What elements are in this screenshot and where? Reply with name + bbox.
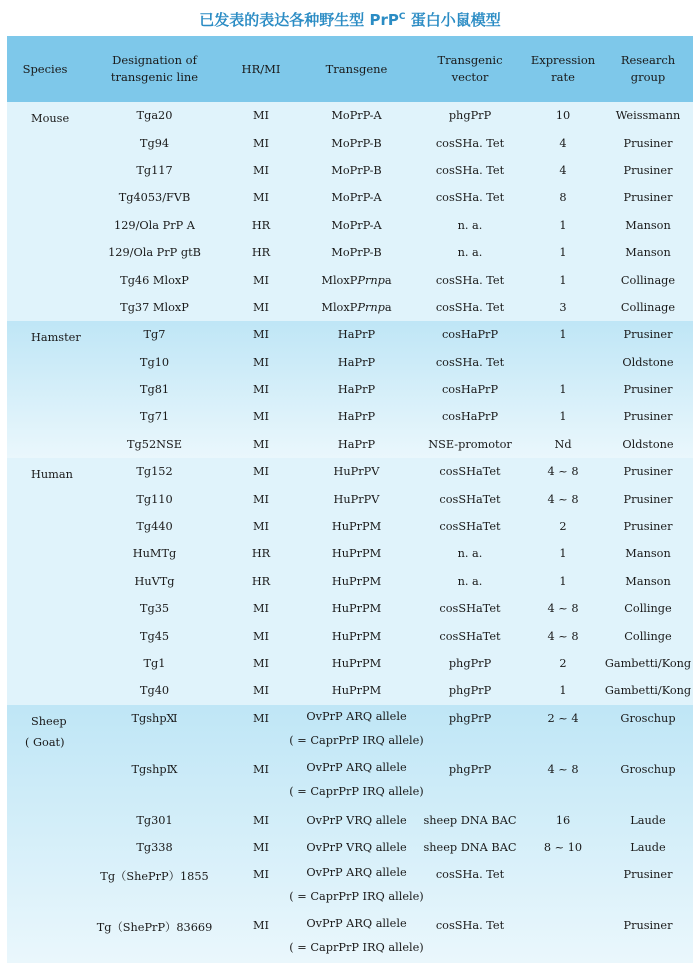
expression-cell: 1 [559, 410, 567, 424]
header-vector-line1: Transgenic [437, 53, 503, 68]
designation-cell: Tga20 [136, 109, 173, 123]
header-designation [83, 36, 226, 102]
table-row [7, 705, 693, 756]
hrmi-cell: MI [252, 919, 270, 933]
research-cell: Manson [625, 246, 671, 260]
expression-cell: 1 [559, 574, 567, 588]
research-cell: Prusiner [623, 136, 673, 150]
transgene-cell: HaPrP [337, 328, 376, 342]
table-row [7, 321, 693, 348]
header-vector-line2: vector [451, 70, 489, 84]
transgene-cell: HuPrPM [331, 629, 382, 643]
species-cell [7, 861, 83, 912]
expression-cell: 1 [559, 684, 567, 698]
expression-cell: 1 [559, 246, 567, 260]
header-research-line1: Research [620, 53, 676, 68]
designation-cell: Tg40 [139, 684, 170, 698]
hrmi-cell: HR [251, 246, 271, 260]
research-cell: Manson [625, 574, 671, 588]
vector-cell: cosSHa. Tet [435, 136, 505, 150]
species-cell [7, 650, 83, 677]
species-cell [7, 807, 83, 834]
transgene-cell: OvPrP VRQ allele [306, 841, 407, 855]
table-row [7, 861, 693, 912]
header-expression-line1: Expression [530, 53, 596, 68]
vector-cell: n. a. [457, 574, 483, 588]
species-cell [7, 540, 83, 567]
table-row [7, 376, 693, 403]
expression-cell: 8 [559, 191, 567, 205]
expression-cell: 10 [555, 109, 571, 123]
header-designation-line2: transgenic line [110, 70, 199, 84]
species-cell [7, 184, 83, 211]
transgene-cell: MoPrP-B [331, 163, 382, 177]
expression-cell [523, 861, 603, 912]
hrmi-cell: MI [252, 841, 270, 855]
species-group [7, 458, 693, 705]
vector-cell: cosSHa. Tet [435, 868, 505, 882]
transgene-cell: HaPrP [337, 437, 376, 451]
hrmi-cell: MI [252, 657, 270, 670]
table-row [7, 595, 693, 622]
designation-cell: Tg440 [136, 520, 173, 534]
title-main: 已发表的表达各种野生型 PrP [199, 11, 399, 29]
header-designation-line1: Designation of [112, 53, 197, 68]
research-cell: Gambetti/Kong [604, 657, 692, 670]
header-research [603, 36, 693, 102]
species-cell [7, 834, 83, 861]
research-cell: Prusiner [623, 868, 673, 882]
hrmi-cell: MI [252, 437, 270, 451]
expression-cell: 8 ~ 10 [543, 841, 583, 855]
expression-cell [523, 912, 603, 963]
expression-cell: 3 [559, 300, 567, 314]
vector-cell: phgPrP [448, 711, 492, 725]
research-cell: Prusiner [623, 919, 673, 933]
transgene-cell: HaPrP [337, 410, 376, 424]
vector-cell: cosSHaTet [439, 629, 501, 643]
vector-cell: cosHaPrP [441, 410, 499, 424]
table-row [7, 677, 693, 704]
species-group [7, 705, 693, 964]
transgene-cell: HuPrPM [331, 602, 382, 616]
research-cell: Prusiner [623, 520, 673, 534]
research-cell: Collinage [620, 273, 676, 287]
designation-cell: HuVTg [134, 574, 175, 588]
transgene-cell: MoPrP-B [331, 136, 382, 150]
vector-cell: cosSHa. Tet [435, 273, 505, 287]
species-label [31, 464, 73, 485]
species-cell [7, 239, 83, 266]
research-cell: Prusiner [623, 492, 673, 506]
table-row [7, 807, 693, 834]
designation-cell: Tg37 MloxP [120, 300, 189, 314]
designation-cell: Tg152 [136, 465, 173, 479]
species-cell [7, 677, 83, 704]
transgene-cell [289, 912, 424, 963]
data-table [7, 36, 693, 974]
hrmi-cell: MI [252, 300, 270, 314]
species-cell [7, 376, 83, 403]
expression-cell [523, 349, 603, 376]
transgene-equivalent: ( = CaprPrP IRQ allele) [289, 733, 424, 747]
vector-cell: n. a. [457, 246, 483, 260]
table-row [7, 912, 693, 963]
designation-cell: Tg10 [139, 355, 170, 369]
hrmi-cell: MI [252, 813, 270, 827]
research-cell: Collinge [624, 602, 672, 616]
research-cell: Manson [625, 218, 671, 232]
expression-cell: 4 ~ 8 [547, 602, 579, 616]
species-cell [7, 756, 83, 807]
transgene-cell: MoPrP-B [331, 246, 382, 260]
table-row [7, 540, 693, 567]
vector-cell: cosSHaTet [439, 520, 501, 534]
expression-cell: 4 ~ 8 [547, 492, 579, 506]
species-cell [7, 431, 83, 458]
transgene-cell: HaPrP [337, 383, 376, 397]
designation-cell: Tg338 [136, 841, 173, 855]
table-row [7, 157, 693, 184]
transgene-cell: MoPrP-A [331, 218, 382, 232]
vector-cell: phgPrP [448, 109, 492, 123]
vector-cell: sheep DNA BAC [423, 841, 517, 855]
transgene-cell [289, 756, 424, 807]
designation-cell: Tg301 [136, 813, 173, 827]
designation-cell: Tg52NSE [126, 437, 182, 451]
research-cell: Manson [625, 547, 671, 561]
transgene-cell: MloxP Prnp a [321, 273, 392, 287]
species-name: Sheep [31, 714, 67, 728]
species-name: Hamster [31, 331, 81, 345]
vector-cell: cosSHa. Tet [435, 163, 505, 177]
designation-cell: 129/Ola PrP gtB [108, 246, 201, 260]
vector-cell: cosHaPrP [441, 383, 499, 397]
hrmi-cell: MI [252, 410, 270, 424]
transgene-text: OvPrP ARQ allele [306, 760, 407, 774]
header-expression [523, 36, 603, 102]
designation-cell: Tg117 [136, 163, 173, 177]
species-cell [7, 294, 83, 321]
table-body [7, 102, 693, 963]
header-species: Species [22, 61, 68, 76]
vector-cell: phgPrP [448, 657, 492, 670]
vector-cell: cosSHa. Tet [435, 300, 505, 314]
hrmi-cell: MI [252, 465, 270, 479]
vector-cell: cosSHaTet [439, 492, 501, 506]
species-cell [7, 485, 83, 512]
vector-cell: cosSHaTet [439, 465, 501, 479]
vector-cell: cosSHa. Tet [435, 355, 505, 369]
transgene-cell: HuPrPM [331, 520, 382, 534]
table-header [7, 36, 693, 102]
header-hrmi: HR/MI [241, 61, 281, 76]
table-row [7, 212, 693, 239]
research-cell: Collinge [624, 629, 672, 643]
table-row [7, 129, 693, 156]
expression-cell: 2 ~ 4 [547, 711, 579, 725]
header-transgene: Transgene [325, 61, 388, 76]
designation-cell: HuMTg [132, 547, 177, 561]
research-cell: Prusiner [623, 328, 673, 342]
transgene-equivalent: ( = CaprPrP IRQ allele) [289, 890, 424, 904]
hrmi-cell: MI [252, 629, 270, 643]
header-expression-line2: rate [551, 70, 575, 84]
header-vector [417, 36, 523, 102]
table-row [7, 485, 693, 512]
expression-cell: 1 [559, 273, 567, 287]
hrmi-cell: MI [252, 492, 270, 506]
page-title [0, 0, 700, 34]
vector-cell: cosSHaTet [439, 602, 501, 616]
hrmi-cell: MI [252, 355, 270, 369]
transgene-cell: HuPrPV [333, 492, 380, 506]
expression-cell: 1 [559, 383, 567, 397]
transgene-cell: HuPrPV [333, 465, 380, 479]
transgene-cell [289, 861, 424, 912]
expression-cell: 4 [559, 136, 567, 150]
hrmi-cell: MI [252, 328, 270, 342]
designation-cell: TgshpⅪ [131, 711, 178, 725]
species-cell [7, 403, 83, 430]
designation-cell: Tg46 MloxP [120, 273, 189, 287]
designation-cell: 129/Ola PrP A [114, 218, 195, 232]
transgene-cell: HuPrPM [331, 547, 382, 561]
research-cell: Prusiner [623, 465, 673, 479]
designation-cell: Tg4053/FVB [118, 191, 191, 205]
research-cell: Prusiner [623, 410, 673, 424]
transgene-cell: MoPrP-A [331, 109, 382, 123]
research-cell: Prusiner [623, 163, 673, 177]
transgene-cell: MoPrP-A [331, 191, 382, 205]
designation-cell: Tg110 [136, 492, 173, 506]
designation-cell: Tg45 [139, 629, 170, 643]
designation-cell: Tg94 [139, 136, 170, 150]
species-subname: ( Goat) [25, 736, 65, 750]
transgene-cell: HaPrP [337, 355, 376, 369]
vector-cell: sheep DNA BAC [423, 813, 517, 827]
expression-cell: Nd [554, 437, 572, 451]
hrmi-cell: MI [252, 602, 270, 616]
table-row [7, 756, 693, 807]
species-cell [7, 912, 83, 963]
table-row [7, 266, 693, 293]
species-cell [7, 266, 83, 293]
hrmi-cell: HR [251, 218, 271, 232]
species-cell [7, 157, 83, 184]
table-row [7, 650, 693, 677]
table-row [7, 834, 693, 861]
species-cell [7, 212, 83, 239]
research-cell: Groschup [620, 711, 676, 725]
hrmi-cell: HR [251, 574, 271, 588]
designation-cell: Tg（ShePrP）1855 [100, 870, 209, 884]
expression-cell: 2 [559, 657, 567, 670]
transgene-cell: HuPrPM [331, 684, 382, 698]
species-cell [7, 622, 83, 649]
table-row [7, 431, 693, 458]
transgene-cell: HuPrPM [331, 657, 382, 670]
table-row [7, 239, 693, 266]
expression-cell: 1 [559, 218, 567, 232]
hrmi-cell: MI [252, 520, 270, 534]
title-suffix: 蛋白小鼠模型 [410, 11, 501, 29]
designation-cell: Tg（ShePrP）83669 [96, 921, 213, 935]
table-row [7, 458, 693, 485]
transgene-text: OvPrP ARQ allele [306, 866, 407, 880]
transgene-cell: HuPrPM [331, 574, 382, 588]
species-cell [7, 568, 83, 595]
table-row [7, 568, 693, 595]
designation-cell: Tg1 [143, 657, 166, 670]
research-cell: Prusiner [623, 383, 673, 397]
expression-cell: 2 [559, 520, 567, 534]
designation-cell: Tg81 [139, 383, 170, 397]
designation-cell: Tg7 [143, 328, 166, 342]
species-label [31, 108, 69, 129]
research-cell: Gambetti/Kong [604, 684, 692, 698]
expression-cell: 16 [555, 813, 571, 827]
research-cell: Oldstone [622, 355, 674, 369]
vector-cell: phgPrP [448, 762, 492, 776]
transgene-equivalent: ( = CaprPrP IRQ allele) [289, 941, 424, 955]
header-research-line2: group [630, 70, 666, 84]
hrmi-cell: MI [252, 711, 270, 725]
table-row [7, 349, 693, 376]
research-cell: Laude [630, 841, 666, 855]
vector-cell: n. a. [457, 547, 483, 561]
vector-cell: cosHaPrP [441, 328, 499, 342]
species-label [25, 711, 67, 754]
table-row [7, 403, 693, 430]
hrmi-cell: MI [252, 163, 270, 177]
table-row [7, 513, 693, 540]
research-cell: Prusiner [623, 191, 673, 205]
hrmi-cell: MI [252, 109, 270, 123]
expression-cell: 4 [559, 163, 567, 177]
transgene-text: OvPrP ARQ allele [306, 917, 407, 931]
expression-cell: 1 [559, 547, 567, 561]
vector-cell: NSE-promotor [428, 437, 512, 451]
species-cell [7, 513, 83, 540]
vector-cell: cosSHa. Tet [435, 919, 505, 933]
species-name: Human [31, 468, 73, 482]
research-cell: Groschup [620, 762, 676, 776]
transgene-text: OvPrP ARQ allele [306, 709, 407, 723]
transgene-equivalent: ( = CaprPrP IRQ allele) [289, 784, 424, 798]
research-cell: Collinage [620, 300, 676, 314]
designation-cell: Tg35 [139, 602, 170, 616]
transgene-cell [289, 705, 424, 756]
designation-cell: Tg71 [139, 410, 170, 424]
hrmi-cell: MI [252, 762, 270, 776]
table-row [7, 294, 693, 321]
species-cell [7, 129, 83, 156]
species-cell [7, 595, 83, 622]
research-cell: Laude [630, 813, 666, 827]
hrmi-cell: MI [252, 273, 270, 287]
transgene-cell: MloxP Prnp a [321, 300, 392, 314]
hrmi-cell: MI [252, 684, 270, 698]
species-group [7, 321, 693, 458]
hrmi-cell: MI [252, 383, 270, 397]
expression-cell: 4 ~ 8 [547, 762, 579, 776]
hrmi-cell: MI [252, 136, 270, 150]
table-row [7, 102, 693, 129]
vector-cell: n. a. [457, 218, 483, 232]
title-superscript: C [398, 12, 406, 22]
hrmi-cell: HR [251, 547, 271, 561]
table-row [7, 622, 693, 649]
species-label [31, 327, 81, 348]
expression-cell: 1 [559, 328, 567, 342]
research-cell: Oldstone [622, 437, 674, 451]
vector-cell: cosSHa. Tet [435, 191, 505, 205]
hrmi-cell: MI [252, 191, 270, 205]
transgene-cell: OvPrP VRQ allele [306, 813, 407, 827]
designation-cell: TgshpⅨ [131, 762, 178, 776]
research-cell: Weissmann [615, 109, 681, 123]
species-cell [7, 349, 83, 376]
species-group [7, 102, 693, 321]
expression-cell: 4 ~ 8 [547, 465, 579, 479]
species-name: Mouse [31, 112, 70, 125]
table-row [7, 184, 693, 211]
expression-cell: 4 ~ 8 [547, 629, 579, 643]
hrmi-cell: MI [252, 868, 270, 882]
vector-cell: phgPrP [448, 684, 492, 698]
